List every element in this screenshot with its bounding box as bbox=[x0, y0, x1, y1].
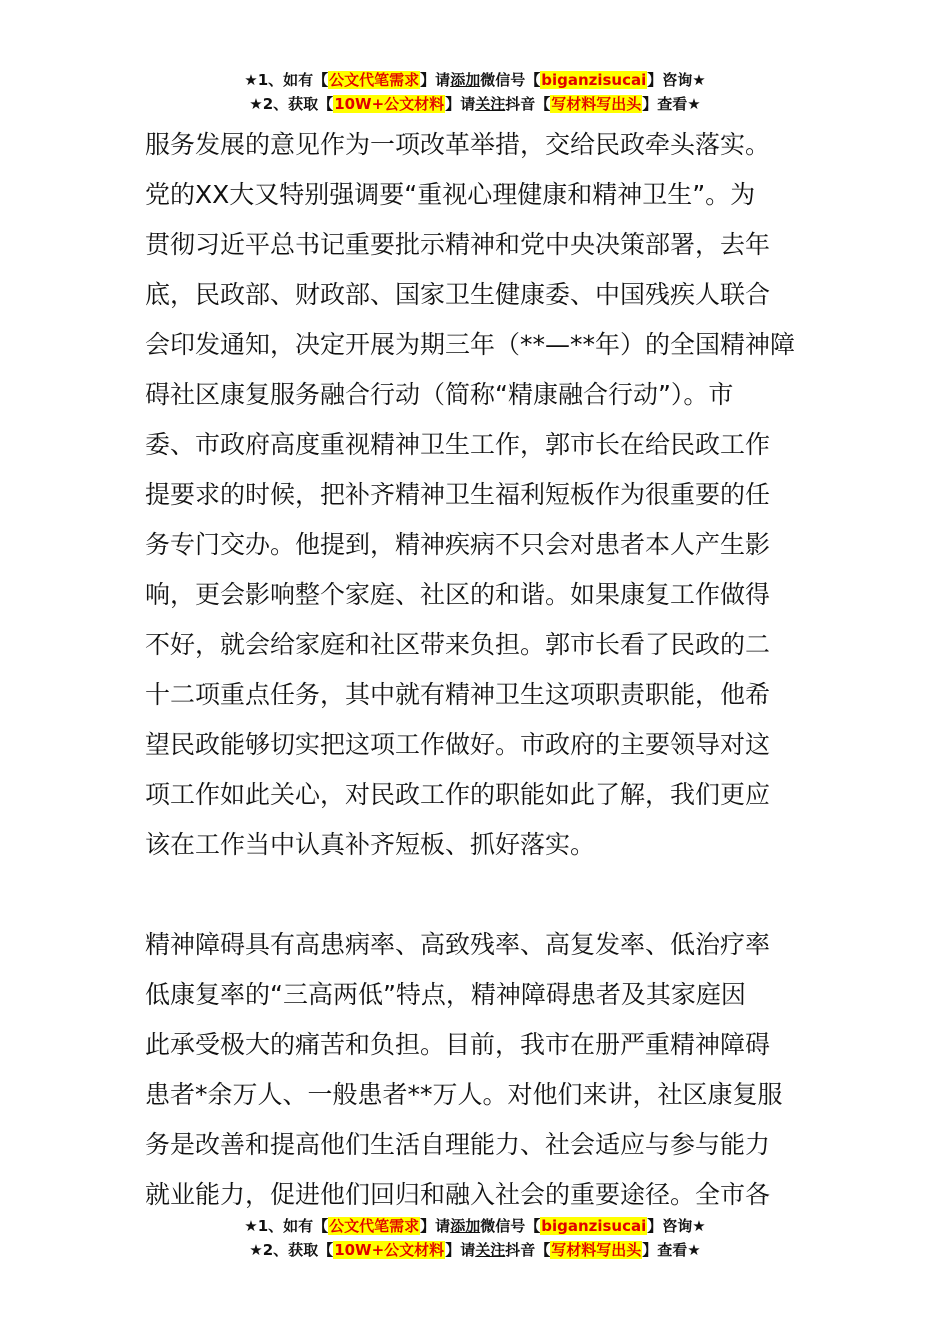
banner-text: ★2、获取【 bbox=[249, 95, 334, 113]
top-banner bbox=[0, 68, 950, 116]
text-line: 委、市政府高度重视精神卫生工作，郭市长在给民政工作 bbox=[145, 430, 771, 459]
banner-text: ★1、如有【 bbox=[244, 1217, 329, 1235]
paragraph-2 bbox=[145, 920, 810, 1220]
underlined-add: 添加 bbox=[450, 71, 481, 89]
paragraph-gap bbox=[145, 870, 810, 920]
banner-line-1 bbox=[0, 68, 950, 92]
banner-text: ★1、如有【 bbox=[244, 71, 329, 89]
text-line: 项工作如此关心，对民政工作的职能如此了解，我们更应 bbox=[145, 780, 771, 809]
banner-text: 】请 bbox=[420, 1217, 451, 1235]
banner-text: 抖音【 bbox=[505, 95, 551, 113]
highlight-service: 公文代笔需求 bbox=[329, 1217, 420, 1235]
text-line: 会印发通知，决定开展为期三年（**—**年）的全国精神障 bbox=[145, 330, 796, 359]
banner-line-2 bbox=[0, 1238, 950, 1262]
highlight-wechat-id: biganzisucai bbox=[541, 1217, 647, 1235]
underlined-follow: 关注 bbox=[475, 1241, 506, 1259]
banner-line-1 bbox=[0, 1214, 950, 1238]
text-line: 精神障碍具有高患病率、高致残率、高复发率、低治疗率 bbox=[145, 930, 771, 959]
text-line: 响，更会影响整个家庭、社区的和谐。如果康复工作做得 bbox=[145, 580, 771, 609]
text-line: 务是改善和提高他们生活自理能力、社会适应与参与能力 bbox=[145, 1130, 771, 1159]
text-line: 底，民政部、财政部、国家卫生健康委、中国残疾人联合 bbox=[145, 280, 771, 309]
banner-text: 】咨询★ bbox=[647, 1217, 706, 1235]
text-line: 碍社区康复服务融合行动（简称“精康融合行动”）。市 bbox=[145, 380, 734, 409]
bottom-banner bbox=[0, 1214, 950, 1262]
banner-text: 】请 bbox=[445, 95, 476, 113]
text-line: 提要求的时候，把补齐精神卫生福利短板作为很重要的任 bbox=[145, 480, 771, 509]
highlight-wechat-id: biganzisucai bbox=[541, 71, 647, 89]
text-line: 服务发展的意见作为一项改革举措，交给民政牵头落实。 bbox=[145, 130, 771, 159]
text-line: 望民政能够切实把这项工作做好。市政府的主要领导对这 bbox=[145, 730, 771, 759]
paragraph-1 bbox=[145, 120, 810, 870]
text-line: 务专门交办。他提到，精神疾病不只会对患者本人产生影 bbox=[145, 530, 771, 559]
document-body bbox=[145, 120, 810, 1220]
text-line: 此承受极大的痛苦和负担。目前，我市在册严重精神障碍 bbox=[145, 1030, 771, 1059]
text-line: 党的XX大又特别强调要“重视心理健康和精神卫生”。为 bbox=[145, 180, 756, 209]
banner-text: 微信号【 bbox=[480, 1217, 541, 1235]
underlined-follow: 关注 bbox=[475, 95, 506, 113]
banner-text: 】查看★ bbox=[642, 1241, 701, 1259]
highlight-materials: 10W+公文材料 bbox=[334, 1241, 445, 1259]
text-line: 患者*余万人、一般患者**万人。对他们来讲，社区康复服 bbox=[145, 1080, 783, 1109]
text-line: 该在工作当中认真补齐短板、抓好落实。 bbox=[145, 830, 596, 859]
banner-text: 】咨询★ bbox=[647, 71, 706, 89]
banner-text: 】查看★ bbox=[642, 95, 701, 113]
banner-text: 微信号【 bbox=[480, 71, 541, 89]
banner-line-2 bbox=[0, 92, 950, 116]
highlight-douyin: 写材料写出头 bbox=[551, 1241, 642, 1259]
text-line: 低康复率的“三高两低”特点，精神障碍患者及其家庭因 bbox=[145, 980, 746, 1009]
underlined-add: 添加 bbox=[450, 1217, 481, 1235]
banner-text: 】请 bbox=[420, 71, 451, 89]
text-line: 贯彻习近平总书记重要批示精神和党中央决策部署，去年 bbox=[145, 230, 771, 259]
text-line: 十二项重点任务，其中就有精神卫生这项职责职能，他希 bbox=[145, 680, 771, 709]
text-line: 就业能力，促进他们回归和融入社会的重要途径。全市各 bbox=[145, 1180, 771, 1209]
banner-text: ★2、获取【 bbox=[249, 1241, 334, 1259]
highlight-materials: 10W+公文材料 bbox=[334, 95, 445, 113]
banner-text: 】请 bbox=[445, 1241, 476, 1259]
banner-text: 抖音【 bbox=[505, 1241, 551, 1259]
highlight-service: 公文代笔需求 bbox=[329, 71, 420, 89]
text-line: 不好，就会给家庭和社区带来负担。郭市长看了民政的二 bbox=[145, 630, 771, 659]
highlight-douyin: 写材料写出头 bbox=[551, 95, 642, 113]
